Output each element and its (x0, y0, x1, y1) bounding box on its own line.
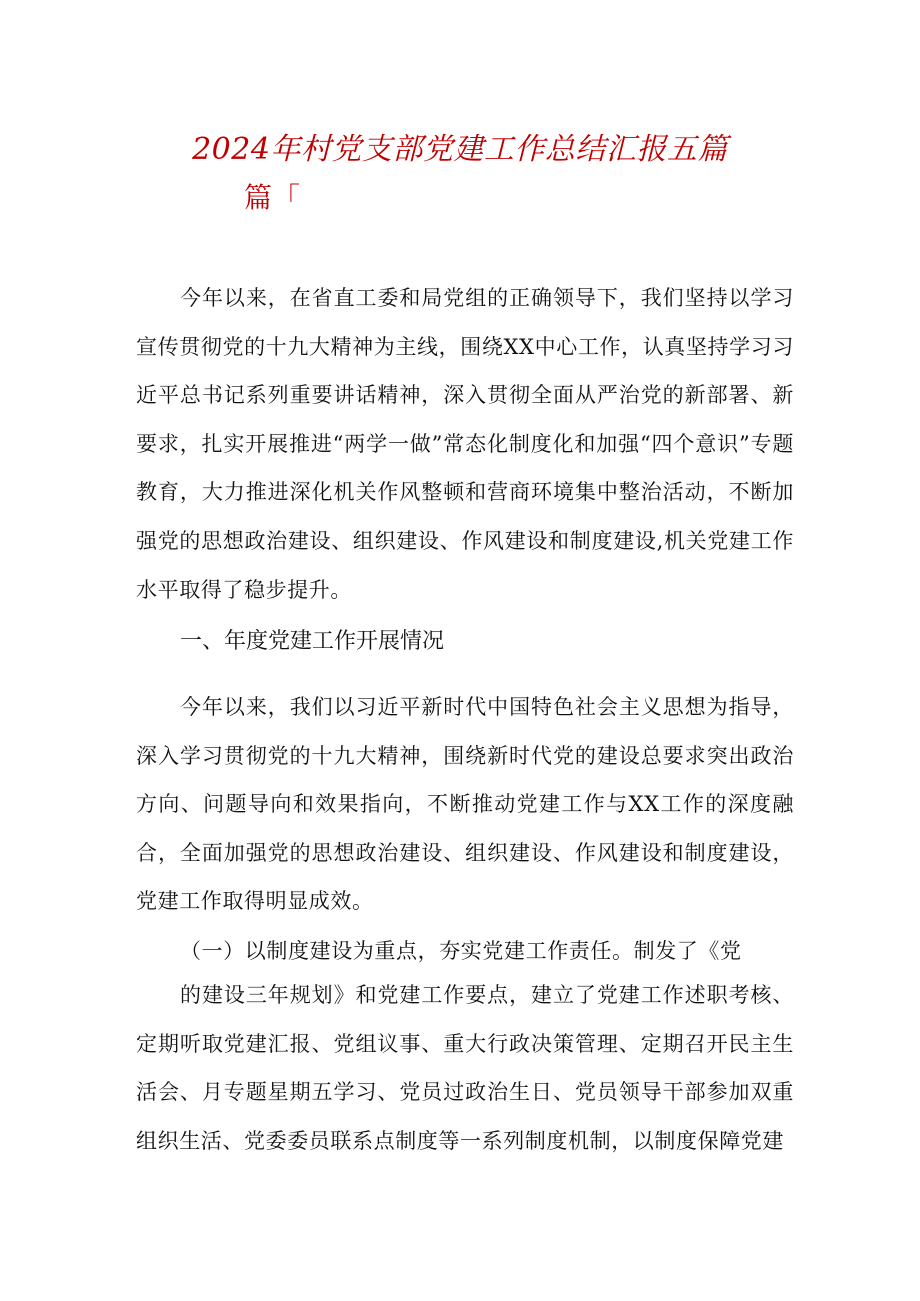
body-paragraph-2 (136, 683, 794, 926)
section-heading: 一、年度党建工作开展情况 (180, 629, 445, 654)
paragraph-text: 今年以来，在省直工委和局党组的正确领导下，我们坚持以学习宣传贯彻党的十九大精神为主线，围绕XX中心工作，认真坚持学习习近平总书记系列重要讲话精神，深入贯彻全面从严治党的新部署、新要求，扎实开展推进“两学一做”常态化制度化和加强“四个意识”专题教育，大力推进深化机关作风整顿和营商环境集中整治活动，不断加强党的思想政治建设、组织建设、作风建设和制度建设,机关党建工作水平取得了稳步提升。 (136, 286, 794, 602)
paragraph-text: 的建设三年规划》和党建工作要点，建立了党建工作述职考核、定期听取党建汇报、党组议事、重大行政决策管理、定期召开民主生活会、月专题星期五学习、党员过政治生日、党员领导干部参加双重组织生活、党委委员联系点制度等一系列制度机制，以制度保障党建 (136, 983, 794, 1153)
chapter-label: 篇「 (244, 181, 301, 214)
body-paragraph-3 (136, 971, 794, 1165)
body-paragraph-1 (136, 274, 794, 614)
paragraph-text: 今年以来，我们以习近平新时代中国特色社会主义思想为指导，深入学习贯彻党的十九大精神，围绕新时代党的建设总要求突出政治方向、问题导向和效果指向，不断推动党建工作与XX工作的深度融合，全面加强党的思想政治建设、组织建设、作风建设和制度建设，党建工作取得明显成效。 (136, 695, 794, 914)
subsection-heading: （一）以制度建设为重点，夯实党建工作责任。制发了《党 (180, 939, 742, 963)
document-title: 2024年村党支部党建工作总结汇报五篇 (192, 132, 728, 167)
